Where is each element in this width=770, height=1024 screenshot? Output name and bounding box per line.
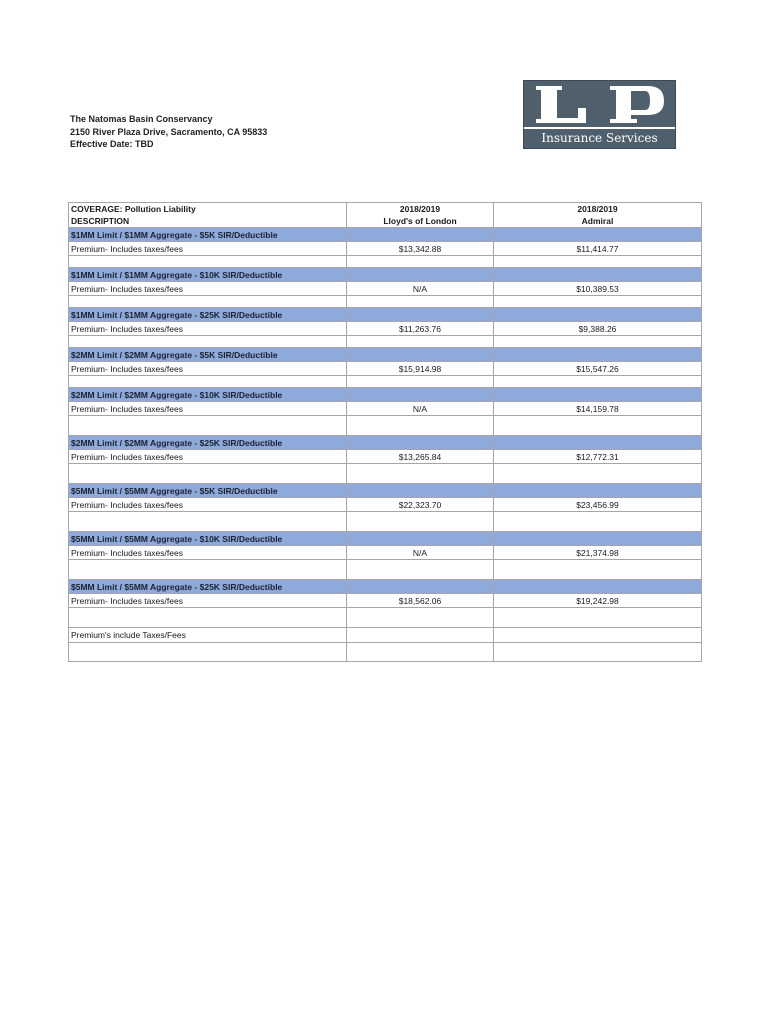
option-title-empty	[347, 580, 494, 594]
premium-label: Premium- Includes taxes/fees	[69, 362, 347, 376]
lp-insurance-logo	[523, 80, 676, 149]
lloyds-premium: $13,342.88	[347, 242, 494, 256]
premium-label: Premium- Includes taxes/fees	[69, 282, 347, 296]
spacer-cell	[69, 608, 347, 628]
spacer-cell	[347, 336, 494, 348]
premium-comparison-table	[68, 202, 702, 662]
premium-label: Premium- Includes taxes/fees	[69, 546, 347, 560]
admiral-premium: $14,159.78	[494, 402, 702, 416]
lloyds-carrier: Lloyd's of London	[383, 216, 457, 226]
option-title-empty	[494, 532, 702, 546]
premium-label: Premium- Includes taxes/fees	[69, 242, 347, 256]
coverage-title: COVERAGE: Pollution Liability	[71, 204, 196, 214]
option-title-empty	[494, 308, 702, 322]
spacer-cell	[69, 512, 347, 532]
option-title-row	[69, 532, 702, 546]
lloyds-premium: $22,323.70	[347, 498, 494, 512]
spacer-cell	[69, 256, 347, 268]
premium-label: Premium- Includes taxes/fees	[69, 594, 347, 608]
option-title-empty	[494, 348, 702, 362]
header-lloyds	[347, 203, 494, 228]
option-title-row	[69, 484, 702, 498]
effective-date: Effective Date: TBD	[70, 139, 154, 149]
option-title-empty	[347, 228, 494, 242]
spacer-cell	[69, 336, 347, 348]
spacer-cell	[347, 643, 494, 662]
spacer-cell	[347, 256, 494, 268]
spacer-cell	[69, 416, 347, 436]
admiral-carrier: Admiral	[581, 216, 614, 226]
spacer-row	[69, 464, 702, 484]
admiral-premium: $21,374.98	[494, 546, 702, 560]
footnote-empty	[494, 628, 702, 643]
client-name: The Natomas Basin Conservancy	[70, 114, 213, 124]
lloyds-premium: N/A	[347, 282, 494, 296]
lloyds-premium: N/A	[347, 402, 494, 416]
spacer-cell	[69, 464, 347, 484]
spacer-cell	[347, 560, 494, 580]
option-title: $2MM Limit / $2MM Aggregate - $25K SIR/Deductible	[69, 436, 347, 450]
footnote-empty	[347, 628, 494, 643]
premium-row	[69, 498, 702, 512]
option-title-empty	[347, 436, 494, 450]
premium-label: Premium- Includes taxes/fees	[69, 402, 347, 416]
option-title-row	[69, 268, 702, 282]
table-header-row	[69, 203, 702, 228]
spacer-cell	[347, 296, 494, 308]
spacer-cell	[347, 512, 494, 532]
premium-row	[69, 594, 702, 608]
admiral-premium: $15,547.26	[494, 362, 702, 376]
spacer-cell	[494, 336, 702, 348]
premium-label: Premium- Includes taxes/fees	[69, 322, 347, 336]
premium-row	[69, 546, 702, 560]
option-title: $5MM Limit / $5MM Aggregate - $5K SIR/Deductible	[69, 484, 347, 498]
option-title-empty	[494, 580, 702, 594]
premium-label: Premium- Includes taxes/fees	[69, 498, 347, 512]
option-title-row	[69, 348, 702, 362]
option-title-empty	[494, 436, 702, 450]
spacer-cell	[494, 416, 702, 436]
spacer-row	[69, 376, 702, 388]
option-title-empty	[494, 228, 702, 242]
spacer-row	[69, 336, 702, 348]
option-title: $5MM Limit / $5MM Aggregate - $25K SIR/Deductible	[69, 580, 347, 594]
spacer-cell	[347, 464, 494, 484]
option-title: $5MM Limit / $5MM Aggregate - $10K SIR/Deductible	[69, 532, 347, 546]
admiral-premium: $19,242.98	[494, 594, 702, 608]
option-title: $1MM Limit / $1MM Aggregate - $10K SIR/Deductible	[69, 268, 347, 282]
premium-label: Premium- Includes taxes/fees	[69, 450, 347, 464]
premium-row	[69, 402, 702, 416]
option-title-empty	[494, 484, 702, 498]
option-title: $2MM Limit / $2MM Aggregate - $5K SIR/Deductible	[69, 348, 347, 362]
spacer-row	[69, 296, 702, 308]
option-title-row	[69, 436, 702, 450]
footnote-row	[69, 628, 702, 643]
premium-row	[69, 282, 702, 296]
option-title-empty	[347, 308, 494, 322]
footnote: Premium's include Taxes/Fees	[69, 628, 347, 643]
description-header: DESCRIPTION	[71, 216, 130, 226]
option-title: $1MM Limit / $1MM Aggregate - $25K SIR/Deductible	[69, 308, 347, 322]
lp-logo-icon	[524, 81, 675, 129]
lloyds-premium: $15,914.98	[347, 362, 494, 376]
option-title: $2MM Limit / $2MM Aggregate - $10K SIR/Deductible	[69, 388, 347, 402]
spacer-cell	[494, 296, 702, 308]
spacer-cell	[347, 376, 494, 388]
option-title-row	[69, 580, 702, 594]
spacer-cell	[347, 416, 494, 436]
spacer-cell	[494, 643, 702, 662]
spacer-row	[69, 643, 702, 662]
option-title-empty	[494, 268, 702, 282]
spacer-row	[69, 416, 702, 436]
logo-tagline: Insurance Services	[541, 131, 658, 145]
option-title-empty	[347, 348, 494, 362]
spacer-cell	[69, 643, 347, 662]
admiral-year: 2018/2019	[577, 204, 618, 214]
spacer-cell	[494, 560, 702, 580]
spacer-cell	[494, 376, 702, 388]
option-title-empty	[347, 484, 494, 498]
spacer-cell	[494, 256, 702, 268]
client-address: 2150 River Plaza Drive, Sacramento, CA 95833	[70, 126, 268, 137]
spacer-cell	[69, 296, 347, 308]
premium-row	[69, 322, 702, 336]
client-info	[70, 113, 267, 151]
admiral-premium: $10,389.53	[494, 282, 702, 296]
spacer-cell	[494, 512, 702, 532]
lloyds-premium: $18,562.06	[347, 594, 494, 608]
option-title-row	[69, 388, 702, 402]
spacer-cell	[69, 560, 347, 580]
option-title-row	[69, 228, 702, 242]
option-title-empty	[347, 268, 494, 282]
spacer-row	[69, 560, 702, 580]
option-title: $1MM Limit / $1MM Aggregate - $5K SIR/Deductible	[69, 228, 347, 242]
admiral-premium: $12,772.31	[494, 450, 702, 464]
lloyds-year: 2018/2019	[399, 204, 441, 214]
premium-row	[69, 450, 702, 464]
spacer-cell	[69, 376, 347, 388]
admiral-premium: $11,414.77	[494, 242, 702, 256]
spacer-row	[69, 512, 702, 532]
premium-row	[69, 362, 702, 376]
lloyds-premium: $13,265.84	[347, 450, 494, 464]
option-title-empty	[347, 532, 494, 546]
header-admiral	[494, 203, 702, 228]
lloyds-premium: N/A	[347, 546, 494, 560]
spacer-row	[69, 608, 702, 628]
admiral-premium: $9,388.26	[494, 322, 702, 336]
header-description-cell	[69, 203, 347, 228]
spacer-cell	[494, 608, 702, 628]
spacer-cell	[494, 464, 702, 484]
spacer-row	[69, 256, 702, 268]
lloyds-premium: $11,263.76	[347, 322, 494, 336]
option-title-row	[69, 308, 702, 322]
logo-divider	[524, 127, 675, 129]
spacer-cell	[347, 608, 494, 628]
admiral-premium: $23,456.99	[494, 498, 702, 512]
premium-row	[69, 242, 702, 256]
option-title-empty	[347, 388, 494, 402]
option-title-empty	[494, 388, 702, 402]
